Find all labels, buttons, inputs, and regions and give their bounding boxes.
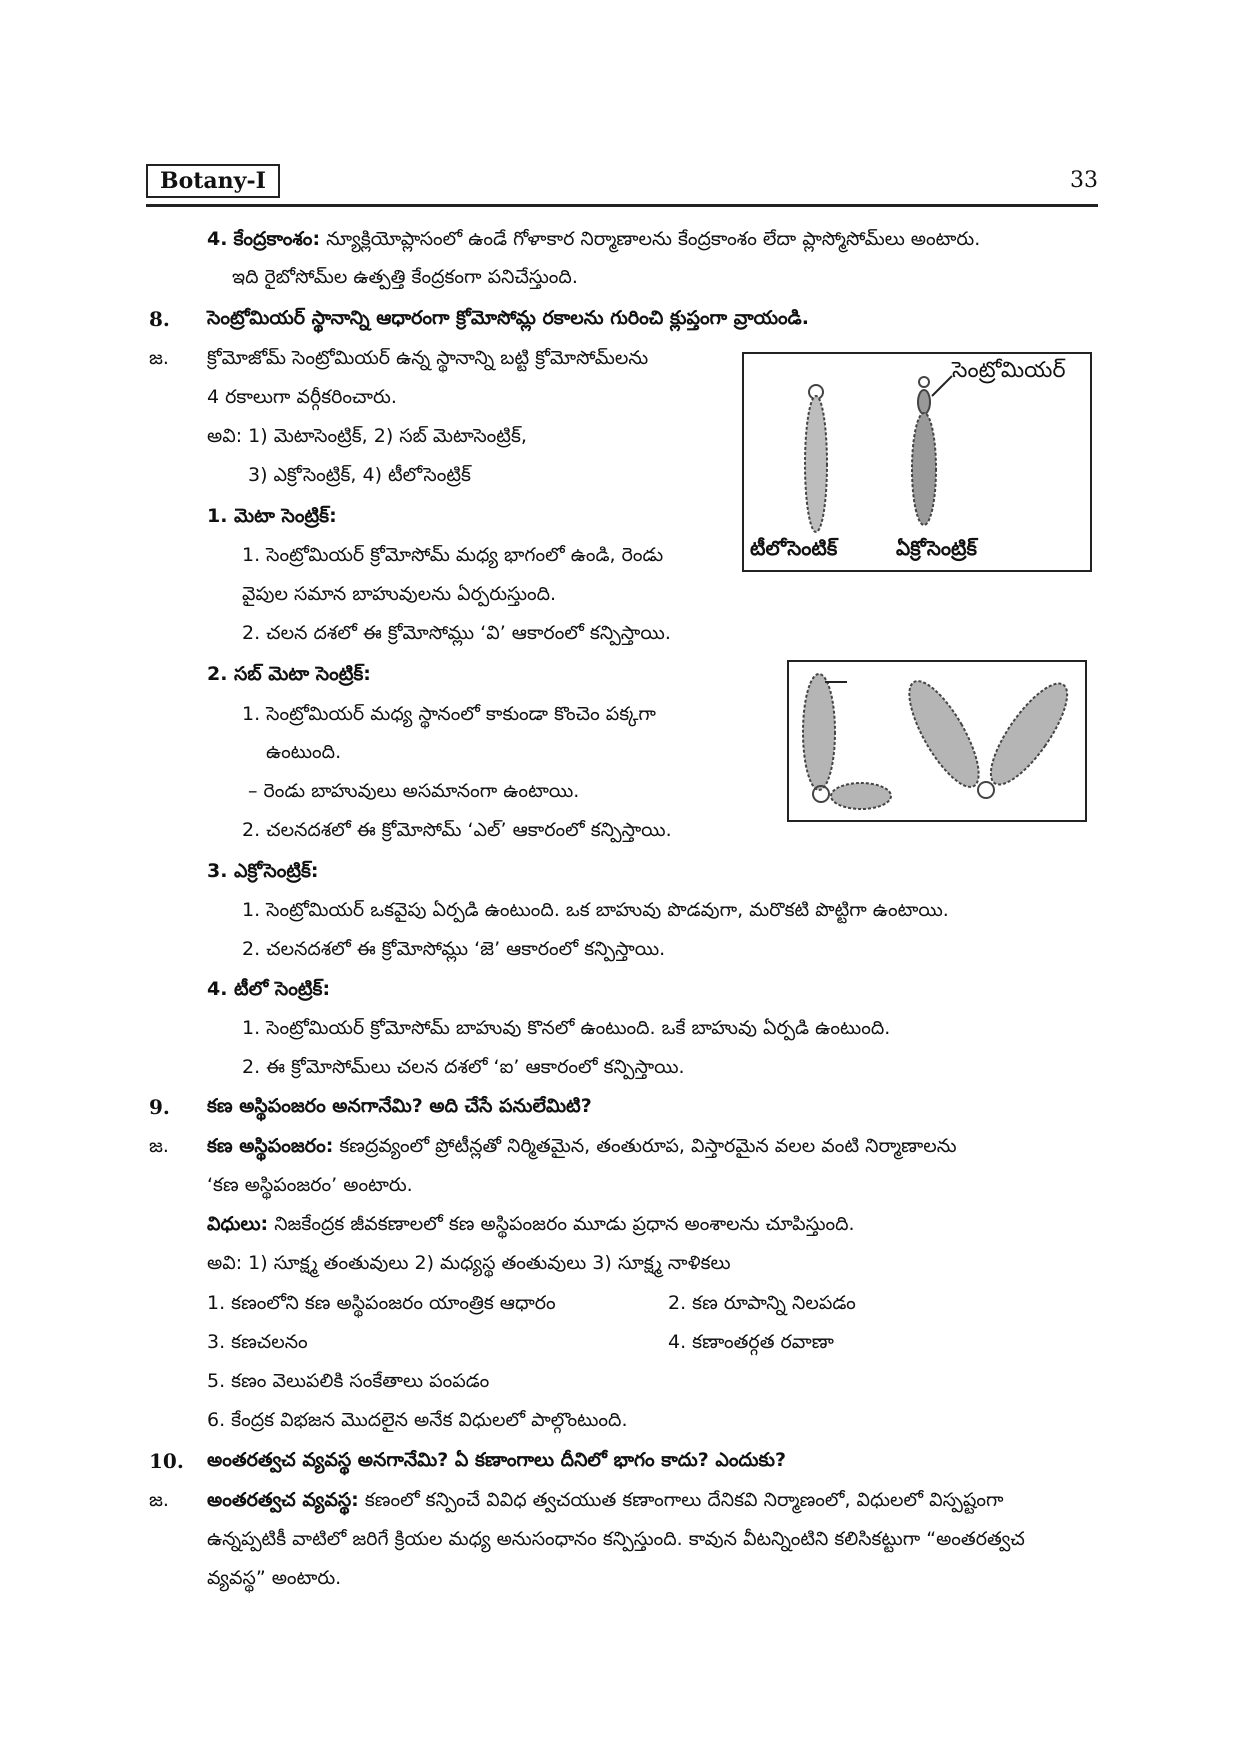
metacentric-point-1a: 1. సెంట్రోమియర్ క్రోమోసోమ్ మధ్య భాగంలో ఉండి, రెండు	[242, 544, 664, 566]
submetacentric-point-1b: ఉంటుంది.	[266, 741, 342, 763]
q9-definition-2: ‘కణ అస్థిపంజరం’ అంటారు.	[207, 1174, 413, 1196]
submetacentric-point-2: 2. చలనదశలో ఈ క్రోమోసోమ్ ‘ఎల్’ ఆకారంలో కన్పిస్తాయి.	[242, 819, 672, 841]
q9-definition-1	[207, 1135, 957, 1158]
q10-term: అంతరత్వచ వ్యవస్థ:	[207, 1489, 359, 1511]
page-number: 33	[1070, 168, 1098, 193]
q9-number: 9.	[149, 1095, 170, 1119]
q8-question: సెంట్రోమియర్ స్థానాన్ని ఆధారంగా క్రోమోసోమ్ల రకాలను గురించి క్లుప్తంగా వ్రాయండి.	[207, 307, 809, 329]
header-title: Botany-I	[146, 164, 280, 198]
label-telocentric: టీలోసెంటిక్	[750, 536, 838, 560]
q8-number: 8.	[149, 307, 170, 331]
telocentric-point-2: 2. ఈ క్రోమోసోమ్‌లు చలన దశలో ‘ఐ’ ఆకారంలో కన్పిస్తాయి.	[242, 1056, 685, 1078]
telocentric-point-1: 1. సెంట్రోమియర్ క్రోమోసోమ్ బాహువు కొనలో ఉంటుంది. ఒకే బాహువు ఏర్పడి ఉంటుంది.	[242, 1017, 891, 1039]
label-acrocentric: ఏక్రోసెంట్రిక్	[896, 536, 977, 560]
q8-types-2: 3) ఎక్రోసెంట్రిక్, 4) టీలోసెంట్రిక్	[248, 464, 471, 486]
metacentric-heading: 1. మెటా సెంట్రిక్:	[207, 505, 337, 527]
q9-term: కణ అస్థిపంజరం:	[207, 1135, 334, 1157]
q9-question: కణ అస్థిపంజరం అనగానేమి? అది చేసే పనులేమిటి?	[207, 1095, 592, 1117]
acrocentric-point-1: 1. సెంట్రోమియర్ ఒకవైపు ఏర్పడి ఉంటుంది. ఒక బాహువు పొడవుగా, మరొకటి పొట్టిగా ఉంటాయి.	[242, 899, 949, 921]
figure-l-v-shapes	[787, 660, 1087, 822]
q10-text1: కణంలో కన్పించే వివిధ త్వచయుత కణాంగాలు దేనికవి నిర్మాణంలో, విధులలో విస్పష్టంగా	[364, 1489, 1004, 1511]
q9-answer-label: జ.	[149, 1135, 169, 1157]
submetacentric-heading: 2. సబ్ మెటా సెంట్రిక్:	[207, 663, 371, 685]
q10-text-3: వ్యవస్థ” అంటారు.	[207, 1567, 342, 1589]
nucleolus-num: 4.	[207, 228, 228, 250]
q8-types-1: అవి: 1) మెటాసెంట్రిక్, 2) సబ్ మెటాసెంట్రిక్,	[207, 425, 527, 447]
figure-telo-acro	[742, 352, 1092, 572]
acrocentric-point-2: 2. చలనదశలో ఈ క్రోమోసోమ్లు ‘జె’ ఆకారంలో కన్పిస్తాయి.	[242, 938, 666, 960]
q9-function-6: 6. కేంద్రక విభజన మొదలైన అనేక విధులలో పాల్గొంటుంది.	[207, 1409, 628, 1431]
telocentric-heading: 4. టీలో సెంట్రిక్:	[207, 978, 331, 1000]
submetacentric-dash: – రెండు బాహువులు అసమానంగా ఉంటాయి.	[248, 780, 580, 802]
metacentric-point-2: 2. చలన దశలో ఈ క్రోమోసోమ్లు ‘వి’ ఆకారంలో కన్పిస్తాయి.	[242, 622, 671, 644]
q10-text-1	[207, 1489, 1004, 1512]
q9-function-2: 2. కణ రూపాన్ని నిలపడం	[668, 1292, 856, 1314]
nucleolus-text: న్యూక్లియోప్లాసంలో ఉండే గోళాకార నిర్మాణాలను కేంద్రకాంశం లేదా ప్లాస్మోసోమ్‌లు అంటారు.	[326, 228, 981, 250]
figure-l-v-drawing	[789, 662, 1085, 820]
nucleolus-text2: ఇది రైబోసోమ్‌ల ఉత్పత్తి కేంద్రకంగా పనిచేస్తుంది.	[232, 266, 578, 288]
q10-answer-label: జ.	[149, 1489, 169, 1511]
metacentric-point-1b: వైపుల సమాన బాహువులను ఏర్పరుస్తుంది.	[242, 583, 557, 605]
q8-intro-2: 4 రకాలుగా వర్గీకరించారు.	[207, 386, 397, 408]
acrocentric-heading: 3. ఎక్రోసెంట్రిక్:	[207, 860, 319, 882]
nucleolus-line	[207, 228, 980, 251]
q10-number: 10.	[149, 1449, 184, 1473]
q9-components: అవి: 1) సూక్ష్మ తంతువులు 2) మధ్యస్థ తంతువులు 3) సూక్ష్మ నాళికలు	[207, 1252, 731, 1274]
q9-function-1: 1. కణంలోని కణ అస్థిపంజరం యాంత్రిక ఆధారం	[207, 1292, 556, 1314]
page-header	[146, 164, 1098, 207]
q10-question: అంతరత్వచ వ్యవస్థ అనగానేమి? ఏ కణాంగాలు దీనిలో భాగం కాదు? ఎందుకు?	[207, 1449, 787, 1471]
label-centromere: సెంట్రోమియర్	[952, 358, 1066, 383]
q9-func-term: విధులు:	[207, 1213, 269, 1235]
q9-function-4: 4. కణాంతర్గత రవాణా	[668, 1331, 834, 1353]
q9-functions-line	[207, 1213, 855, 1236]
q9-def-text: కణద్రవ్యంలో ప్రోటీన్లతో నిర్మితమైన, తంతురూప, విస్తారమైన వలల వంటి నిర్మాణాలను	[339, 1135, 957, 1157]
q8-intro-1: క్రోమోజోమ్ సెంట్రోమియర్ ఉన్న స్థానాన్ని బట్టి క్రోమోసోమ్‌లను	[207, 347, 649, 369]
q9-function-3: 3. కణచలనం	[207, 1331, 308, 1353]
q9-function-5: 5. కణం వెలుపలికి సంకేతాలు పంపడం	[207, 1370, 490, 1392]
q10-text-2: ఉన్నప్పటికీ వాటిలో జరిగే క్రియల మధ్య అనుసంధానం కన్పిస్తుంది. కావున వీటన్నింటిని కలిసికట్టుగా “అంతరత్వచ	[207, 1528, 1025, 1550]
nucleolus-term: కేంద్రకాంశం:	[233, 228, 321, 250]
q8-answer-label: జ.	[149, 347, 169, 369]
q9-func-text: నిజకేంద్రక జీవకణాలలో కణ అస్థిపంజరం మూడు ప్రధాన అంశాలను చూపిస్తుంది.	[274, 1213, 855, 1235]
submetacentric-point-1a: 1. సెంట్రోమియర్ మధ్య స్థానంలో కాకుండా కొంచెం పక్కగా	[242, 703, 656, 725]
